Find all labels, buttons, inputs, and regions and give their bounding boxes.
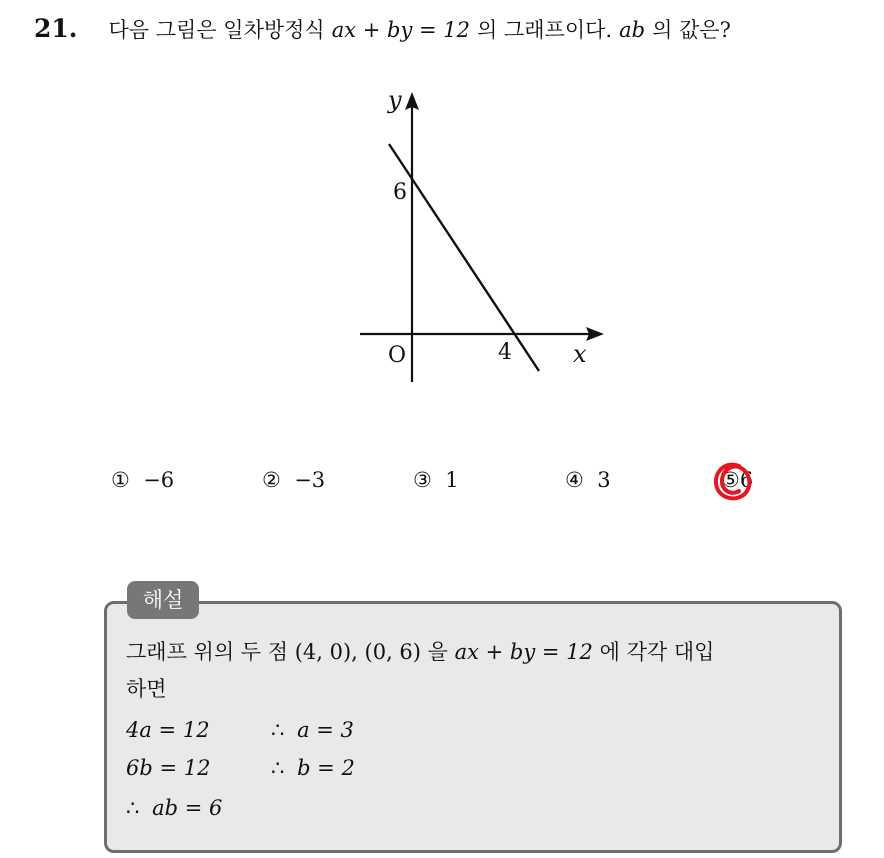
question-text-after: 의 값은?: [652, 18, 731, 42]
eq-2-right: b = 2: [297, 756, 355, 780]
solution-eq-2-result: [271, 756, 355, 780]
solution-tab: 해설: [127, 581, 199, 619]
choice-value: 3: [597, 468, 611, 492]
eq-1-left: 4a = 12: [126, 718, 210, 742]
question-header: [34, 14, 731, 44]
choice-1[interactable]: [111, 468, 174, 492]
solution-text-1-end: 에 각각 대입: [599, 640, 715, 664]
choice-marker: ④: [565, 468, 584, 492]
conclusion: ab = 6: [152, 796, 223, 820]
choice-3[interactable]: [413, 468, 459, 492]
question-equation: ax + by = 12: [331, 18, 471, 42]
line-graph: [340, 86, 620, 386]
solution-eq-1: [126, 718, 210, 742]
therefore-symbol: ∴: [271, 718, 285, 742]
eq-1-right: a = 3: [297, 718, 354, 742]
choice-value: −3: [294, 468, 326, 492]
answer-circle-mark: [709, 458, 757, 506]
choice-marker: ①: [111, 468, 130, 492]
therefore-symbol: ∴: [271, 756, 285, 780]
choice-value: 6: [739, 468, 754, 492]
origin-label: O: [388, 343, 407, 368]
therefore-symbol: ∴: [126, 796, 140, 820]
choice-value: 1: [445, 468, 459, 492]
choice-value: −6: [143, 468, 175, 492]
solution-equation: ax + by = 12: [454, 640, 593, 664]
solution-line-1: [126, 636, 714, 666]
question-text-middle: 의 그래프이다.: [477, 18, 613, 42]
x-axis-label: x: [573, 340, 587, 368]
question-product: ab: [619, 18, 646, 42]
question-number: 21.: [34, 14, 78, 43]
solution-text-1: 그래프 위의 두 점 (4, 0), (0, 6) 을: [126, 640, 448, 664]
choice-4[interactable]: [565, 468, 611, 492]
solution-conclusion: [126, 796, 222, 820]
choice-marker: ⑤: [721, 468, 740, 492]
x-intercept-label: 4: [498, 340, 512, 365]
solution-line-2: 하면: [126, 677, 167, 701]
y-axis-label: y: [388, 86, 402, 114]
y-intercept-label: 6: [393, 180, 407, 205]
question-text-before: 다음 그림은 일차방정식: [108, 18, 325, 42]
choice-2[interactable]: [262, 468, 325, 492]
choice-marker: ③: [413, 468, 432, 492]
choice-5[interactable]: [721, 468, 753, 492]
eq-2-left: 6b = 12: [126, 756, 211, 780]
solution-eq-1-result: [271, 718, 354, 742]
solution-eq-2: [126, 756, 210, 780]
choice-marker: ②: [262, 468, 281, 492]
